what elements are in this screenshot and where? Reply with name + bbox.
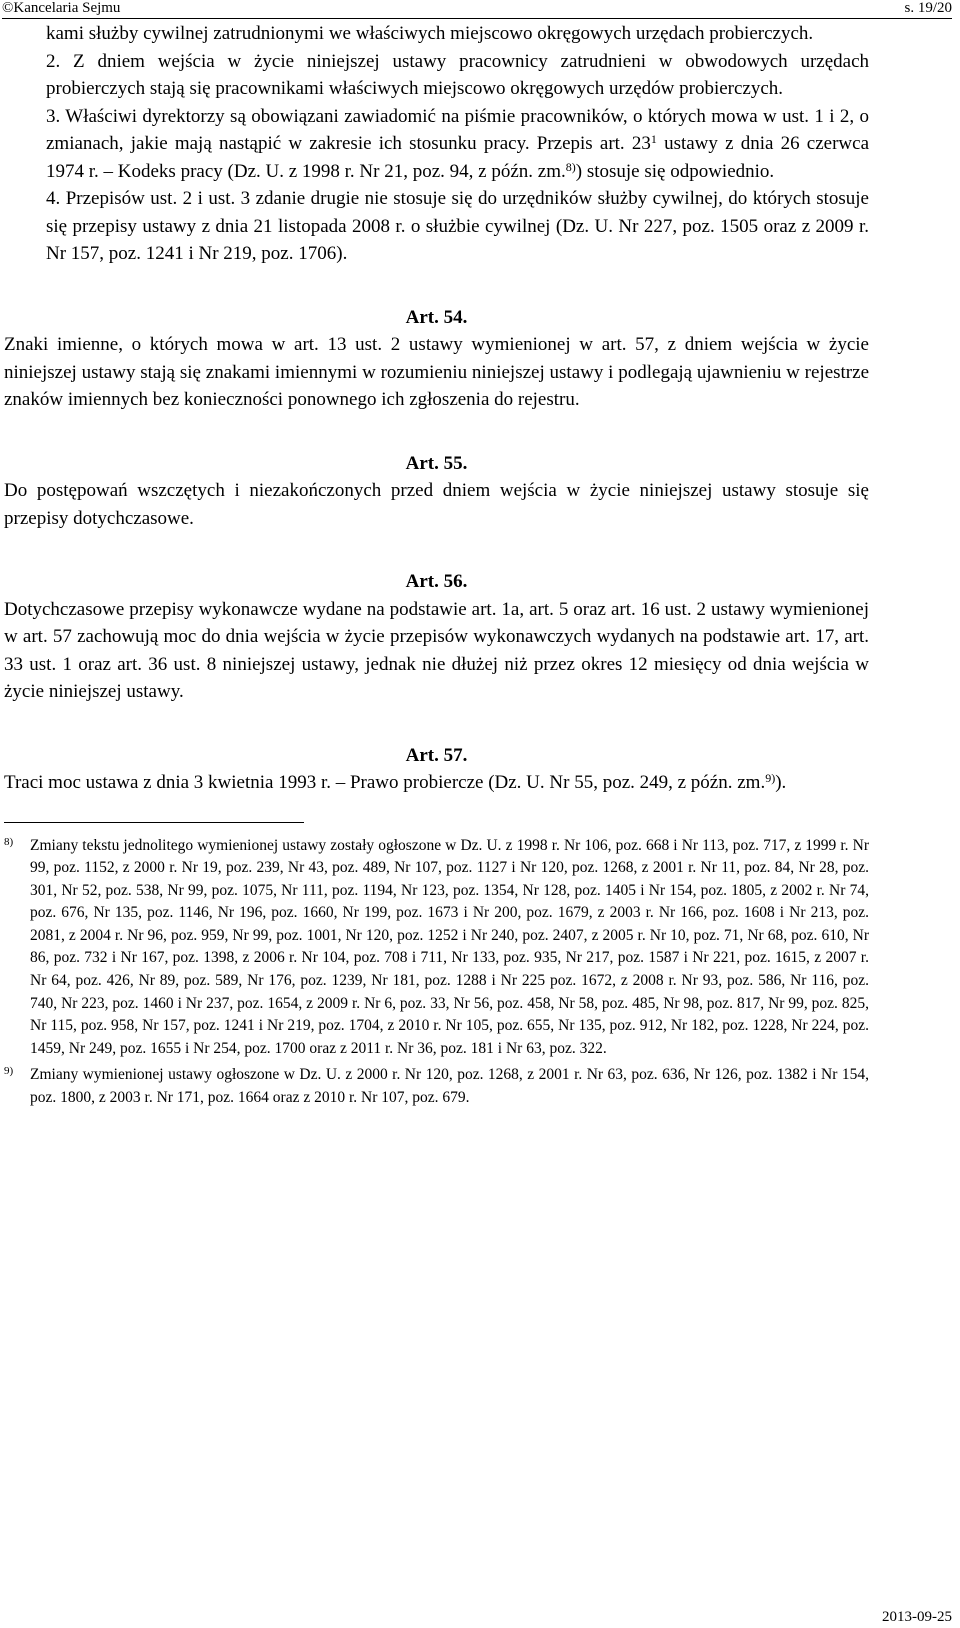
- paragraph-2: 2. Z dniem wejścia w życie niniejszej ustawy pracownicy zatrudnieni w obwodowych urzędach probierczych stają się pracownikami właściwych miejscowo okręgowych urzędów probierczych.: [46, 50, 869, 99]
- footnote-separator: [4, 822, 304, 823]
- document-body: [0, 20, 960, 1110]
- article-54-title: Art. 54.: [405, 306, 468, 328]
- footnote-ref-8: 8): [565, 159, 576, 174]
- footnote-marker: 8): [4, 835, 14, 848]
- article-57-title: Art. 57.: [405, 744, 468, 766]
- article-56-title: Art. 56.: [405, 571, 468, 592]
- paragraph-4: 4. Przepisów ust. 2 i ust. 3 zdanie drugie nie stosuje się do urzędników służby cywilnej, do których stosuje się przepisy ustawy z dnia 21 listopada 2008 r. o służbie cywilnej (Dz. U. Nr 227, poz. 1505 oraz z 2009 r. Nr 157, poz. 1241 i Nr 219, poz. 1706).: [46, 188, 869, 264]
- footnote-8: [0, 835, 960, 1061]
- page-number: s. 19/20: [904, 0, 952, 16]
- article-55-text: Do postępowań wszczętych i niezakończonych przed dniem wejścia w życie niniejszej ustawy stosuje się przepisy dotychczasowe.: [4, 480, 869, 529]
- article-56-text: Dotychczasowe przepisy wykonawcze wydane na podstawie art. 1a, art. 5 oraz art. 16 ust. 2 ustawy wymienionej w art. 57 zachowują moc do dnia wejścia w życie przepisów wykonawczych wydanych na podstawie art. 17, art. 33 ust. 1 oraz art. 36 ust. 8 niniejszej ustawy, jednak nie dłużej niż przez okres 12 miesięcy od dnia wejścia w życie niniejszej ustawy.: [4, 598, 869, 702]
- superscript: 1: [650, 132, 657, 146]
- footnote-9: [0, 1064, 960, 1109]
- article-57-text: Traci moc ustawa z dnia 3 kwietnia 1993 r. – Prawo probiercze (Dz. U. Nr 55, poz. 249, z późn. zm.$^{9)}$).: [4, 771, 787, 793]
- footnote-ref-9: 9): [765, 771, 776, 785]
- document-date: 2013-09-25: [882, 1609, 952, 1625]
- article-54-text: Znaki imienne, o których mowa w art. 13 ust. 2 ustawy wymienionej w art. 57, z dniem wejścia w życie niniejszej ustawy stają się znakami imiennymi w rozumieniu niniejszej ustawy i podlegają ujawnieniu w rejestrze znaków imiennych bez konieczności ponownego ich zgłoszenia do rejestru.: [4, 334, 869, 410]
- article-55-title: Art. 55.: [405, 452, 468, 474]
- paragraph-continuation: kami służby cywilnej zatrudnionymi we właściwych miejscowo okręgowych urzędach probierczych.: [46, 23, 814, 44]
- footnote-marker: 9): [4, 1065, 14, 1078]
- footnote-text: Zmiany wymienionej ustawy ogłoszone w Dz. U. z 2000 r. Nr 120, poz. 1268, z 2001 r. Nr 63, poz. 636, Nr 126, poz. 1382 i Nr 154, poz. 1800, z 2003 r. Nr 171, poz. 1664 oraz z 2010 r. Nr 107, poz. 679.: [30, 1066, 869, 1107]
- page-header: [2, 0, 952, 19]
- footnote-text: Zmiany tekstu jednolitego wymienionej ustawy zostały ogłoszone w Dz. U. z 1998 r. Nr 106, poz. 668 i Nr 113, poz. 717, z 1999 r. Nr 99, poz. 1152, z 2000 r. Nr 19, poz. 239, Nr 43, poz. 489, Nr 107, poz. 1127 i Nr 120, poz. 1268, z 2001 r. Nr 11, poz. 84, Nr 28, poz. 301, Nr 52, poz. 538, Nr 99, poz. 1075, Nr 111, poz. 1194, Nr 123, poz. 1354, Nr 128, poz. 1405 i Nr 154, poz. 1805, z 2002 r. Nr 74, poz. 676, Nr 135, poz. 1146, Nr 196, poz. 1660, Nr 199, poz. 1673 i Nr 200, poz. 1679, z 2003 r. Nr 166, poz. 1608 i Nr 213, poz. 2081, z 2004 r. Nr 96, poz. 959, Nr 99, poz. 1001, Nr 120, poz. 1252 i Nr 240, poz. 2407, z 2005 r. Nr 10, poz. 71, Nr 68, poz. 610, Nr 86, poz. 732 i Nr 167, poz. 1398, z 2006 r. Nr 104, poz. 708 i 711, Nr 133, poz. 935, Nr 217, poz. 1587 i Nr 221, poz. 1615, z 2007 r. Nr 64, poz. 426, Nr 89, poz. 589, Nr 176, poz. 1239, Nr 181, poz. 1288 i Nr 225 poz. 1672, z 2008 r. Nr 93, poz. 586, Nr 116, poz. 740, Nr 223, poz. 1460 i Nr 237, poz. 1654, z 2009 r. Nr 6, poz. 33, Nr 56, poz. 458, Nr 58, poz. 485, Nr 98, poz. 817, Nr 99, poz. 825, Nr 115, poz. 958, Nr 157, poz. 1241 i Nr 219, poz. 1704, z 2010 r. Nr 105, poz. 655, Nr 135, poz. 912, Nr 182, poz. 1228, Nr 224, poz. 1459, Nr 249, poz. 1655 i Nr 254, poz. 1700 oraz z 2011 r. Nr 36, poz. 181 i Nr 63, poz. 322.: [30, 836, 869, 1057]
- paragraph-3: 3. Właściwi dyrektorzy są obowiązani zawiadomić na piśmie pracowników, o których mowa w ust. 1 i 2, o zmianach, jakie mają nastąpić w zakresie ich stosunku pracy. Przepis art. $23^1$ ustawy z dnia 26 czerwca 1974 r. – Kodeks pracy (Dz. U. z 1998 r. Nr 21, poz. 94, z późn. zm.$^{8)}$) stosuje się odpowiednio.: [46, 105, 869, 182]
- copyright-label: ©Kancelaria Sejmu: [2, 0, 121, 16]
